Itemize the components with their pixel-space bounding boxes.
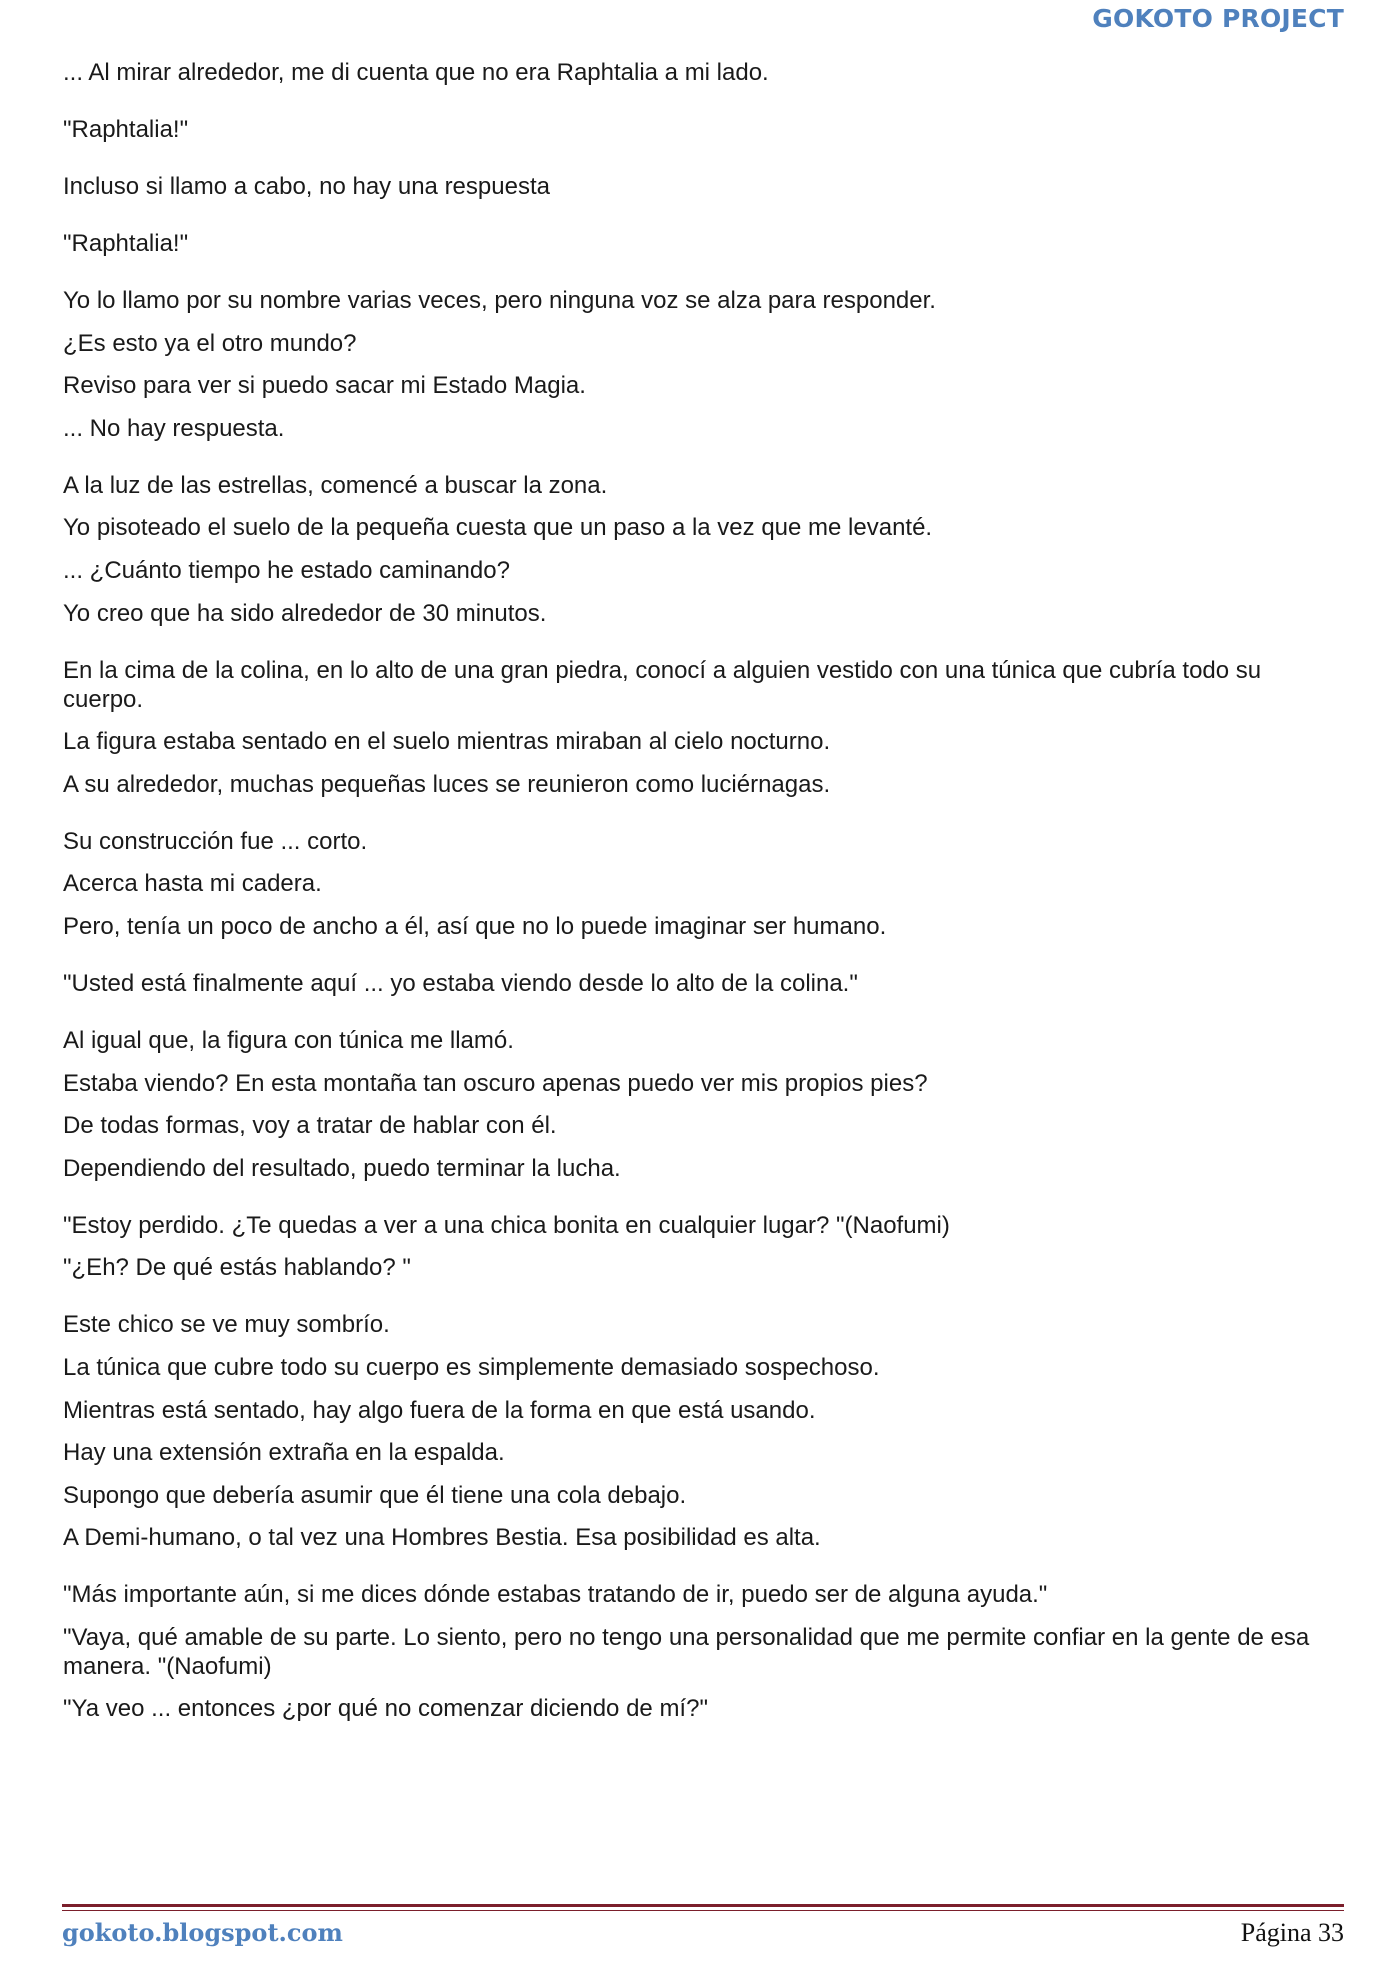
- text-line: A la luz de las estrellas, comencé a buscar la zona.: [63, 471, 608, 499]
- text-line: A Demi-humano, o tal vez una Hombres Bestia. Esa posibilidad es alta.: [63, 1524, 821, 1552]
- text-line: ... Al mirar alrededor, me di cuenta que no era Raphtalia a mi lado.: [63, 59, 769, 86]
- text-line: Su construcción fue ... corto.: [63, 827, 368, 855]
- text-line: "Raphtalia!": [63, 230, 189, 257]
- text-line: Acerca hasta mi cadera.: [63, 870, 322, 898]
- text-line: Yo lo llamo por su nombre varias veces, pero ninguna voz se alza para responder.: [63, 287, 936, 314]
- text-line: Mientras está sentado, hay algo fuera de la forma en que está usando.: [63, 1396, 816, 1424]
- paragraph: [63, 471, 1333, 628]
- text-line: Incluso si llamo a cabo, no hay una respuesta: [63, 173, 550, 200]
- footer-divider-thin: [62, 1910, 1344, 1911]
- text-line: La figura estaba sentado en el suelo mientras miraban al cielo nocturno.: [63, 728, 831, 756]
- text-line: ... ¿Cuánto tiempo he estado caminando?: [63, 556, 510, 584]
- text-line: "Vaya, qué amable de su parte. Lo siento, pero no tengo una personalidad que me permite confiar en la gente de esa manera. "(Naofumi): [63, 1623, 1310, 1680]
- text-line: Pero, tenía un poco de ancho a él, así que no lo puede imaginar ser humano.: [63, 912, 887, 940]
- text-line: Reviso para ver si puedo sacar mi Estado Magia.: [63, 372, 586, 400]
- footer-site-link[interactable]: gokoto.blogspot.com: [62, 1918, 343, 1947]
- text-line: "¿Eh? De qué estás hablando? ": [63, 1254, 411, 1282]
- text-line: "Estoy perdido. ¿Te quedas a ver a una chica bonita en cualquier lugar? "(Naofumi): [63, 1211, 950, 1239]
- paragraph: [63, 115, 1333, 144]
- paragraph: [63, 58, 1333, 87]
- text-line: Supongo que debería asumir que él tiene una cola debajo.: [63, 1481, 687, 1509]
- paragraph: [63, 229, 1333, 258]
- footer-divider: [62, 1904, 1344, 1907]
- paragraph: [63, 1580, 1333, 1723]
- paragraph: [63, 172, 1333, 201]
- paragraph: [63, 827, 1333, 941]
- header-brand: GOKOTO PROJECT: [1092, 4, 1344, 33]
- paragraph: [63, 969, 1333, 998]
- text-line: A su alrededor, muchas pequeñas luces se reunieron como luciérnagas.: [63, 770, 831, 798]
- text-line: ... No hay respuesta.: [63, 414, 285, 442]
- page-number: Página 33: [1240, 1918, 1344, 1947]
- text-line: "Usted está finalmente aquí ... yo estaba viendo desde lo alto de la colina.": [63, 969, 858, 997]
- paragraph: [63, 1211, 1333, 1283]
- paragraph: [63, 286, 1333, 443]
- paragraph: [63, 1310, 1333, 1552]
- text-line: La túnica que cubre todo su cuerpo es simplemente demasiado sospechoso.: [63, 1353, 880, 1381]
- text-line: En la cima de la colina, en lo alto de una gran piedra, conocí a alguien vestido con una túnica que cubría todo su cuerpo.: [63, 656, 1262, 713]
- text-line: Yo pisoteado el suelo de la pequeña cuesta que un paso a la vez que me levanté.: [63, 514, 933, 542]
- text-line: Este chico se ve muy sombrío.: [63, 1311, 390, 1339]
- text-line: Hay una extensión extraña en la espalda.: [63, 1439, 505, 1467]
- text-line: De todas formas, voy a tratar de hablar con él.: [63, 1112, 557, 1140]
- document-body: [63, 58, 1333, 1751]
- text-line: "Raphtalia!": [63, 116, 189, 143]
- paragraph: [63, 1026, 1333, 1183]
- text-line: Dependiendo del resultado, puedo terminar la lucha.: [63, 1154, 621, 1182]
- text-line: Yo creo que ha sido alrededor de 30 minutos.: [63, 599, 547, 627]
- text-line: "Más importante aún, si me dices dónde estabas tratando de ir, puedo ser de alguna ayuda.": [63, 1581, 1048, 1609]
- text-line: Al igual que, la figura con túnica me llamó.: [63, 1026, 514, 1054]
- text-line: Estaba viendo? En esta montaña tan oscuro apenas puedo ver mis propios pies?: [63, 1069, 928, 1097]
- text-line: ¿Es esto ya el otro mundo?: [63, 329, 357, 357]
- text-line: "Ya veo ... entonces ¿por qué no comenzar diciendo de mí?": [63, 1695, 708, 1723]
- paragraph: [63, 656, 1333, 799]
